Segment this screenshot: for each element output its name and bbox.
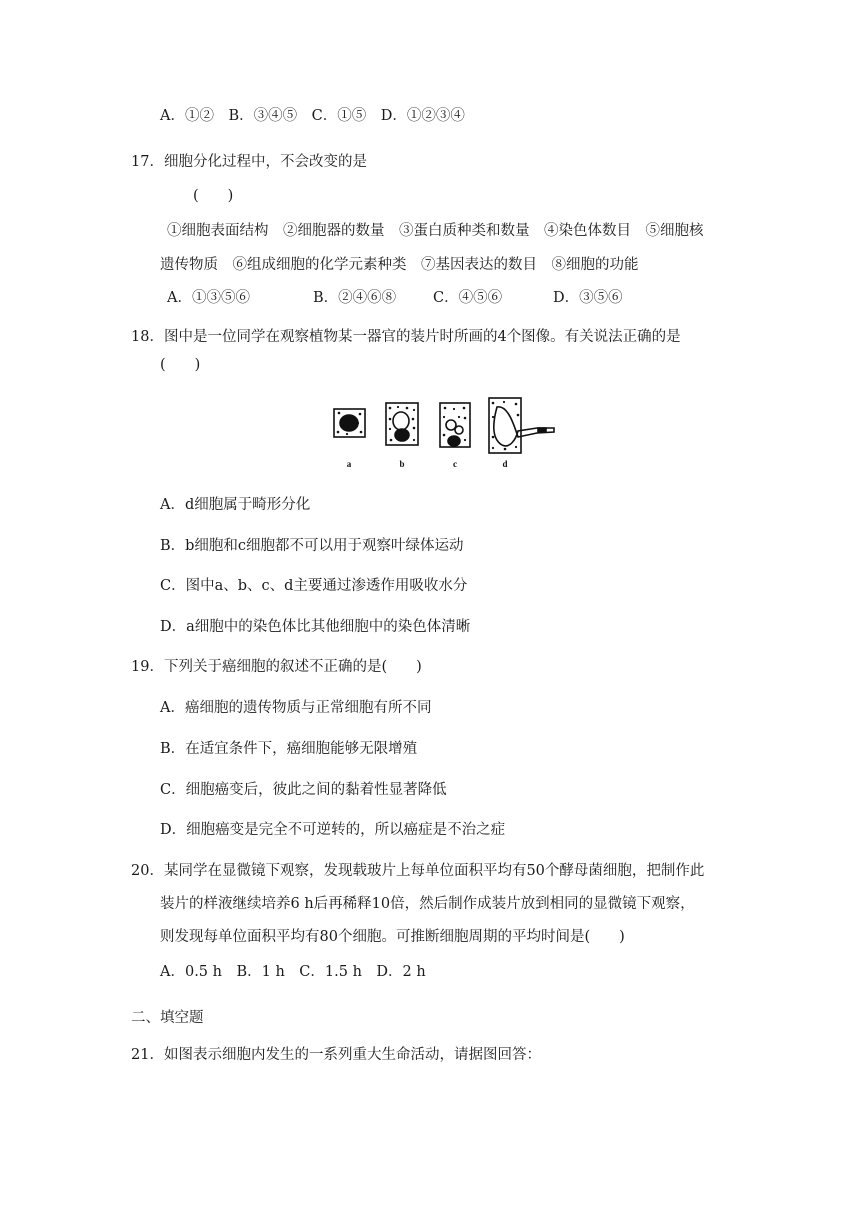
q21-stem: 21．如图表示细胞内发生的一系列重大生命活动，请据图回答：	[131, 1047, 541, 1063]
q20-stem-line2: 装片的样液继续培养6 h后再稀释10倍，然后制作成装片放到相同的显微镜下观察，	[160, 896, 695, 912]
cell-diagram-svg	[332, 395, 558, 473]
q19-option-a: A．癌细胞的遗传物质与正常细胞有所不同	[160, 700, 432, 716]
cell-d-nucleus	[538, 428, 546, 432]
q18-option-b: B．b细胞和c细胞都不可以用于观察叶绿体运动	[160, 538, 464, 554]
cell-a-nucleus	[340, 415, 358, 431]
q16-options: A．①② B．③④⑤ C．①⑤ D．①②③④	[160, 108, 465, 124]
cell-c-nucleus	[448, 436, 460, 446]
cell-c-vacuole-2	[455, 426, 463, 434]
q17-option-b: B．②④⑥⑧	[313, 290, 397, 306]
cell-b-nucleus	[395, 429, 409, 441]
q17-option-c: C．④⑤⑥	[433, 290, 503, 306]
q19-option-b: B．在适宜条件下，癌细胞能够无限增殖	[160, 741, 418, 757]
q18-option-a: A．d细胞属于畸形分化	[160, 497, 311, 513]
figure-label-b: b	[399, 459, 405, 469]
figure-label-d: d	[502, 459, 508, 469]
q17-stem: 17．细胞分化过程中，不会改变的是	[131, 154, 367, 170]
q20-options: A．0.5 h B．1 h C．1.5 h D．2 h	[160, 964, 426, 980]
q17-items-line1: ①细胞表面结构 ②细胞器的数量 ③蛋白质种类和数量 ④染色体数目 ⑤细胞核	[167, 223, 704, 239]
cell-b-vacuole	[393, 412, 409, 430]
figure-label-a: a	[346, 459, 352, 469]
q17-option-a: A．①③⑤⑥	[167, 290, 250, 306]
q18-stem: 18．图中是一位同学在观察植物某一器官的装片时所画的4个图像。有关说法正确的是	[131, 329, 681, 345]
q18-option-c: C．图中a、b、c、d主要通过渗透作用吸收水分	[160, 578, 468, 594]
cell-diagram-figure	[332, 395, 558, 473]
q17-option-d: D．③⑤⑥	[553, 290, 623, 306]
q20-stem-line1: 20．某同学在显微镜下观察，发现载玻片上每单位面积平均有50个酵母菌细胞，把制作此	[131, 863, 705, 879]
cell-d-root-hair	[494, 407, 554, 446]
q17-items-line2: 遗传物质 ⑥组成细胞的化学元素种类 ⑦基因表达的数目 ⑧细胞的功能	[160, 257, 639, 273]
section-heading: 二、填空题	[131, 1010, 204, 1026]
q17-paren: ( )	[193, 188, 234, 204]
q18-option-d: D．a细胞中的染色体比其他细胞中的染色体清晰	[160, 619, 471, 635]
figure-label-c: c	[453, 459, 457, 469]
q19-stem: 19．下列关于癌细胞的叙述不正确的是( )	[131, 659, 422, 675]
q19-option-d: D．细胞癌变是完全不可逆转的，所以癌症是不治之症	[160, 822, 506, 838]
q19-option-c: C．细胞癌变后，彼此之间的黏着性显著降低	[160, 782, 447, 798]
q20-stem-line3: 则发现每单位面积平均有80个细胞。可推断细胞周期的平均时间是( )	[160, 929, 625, 945]
q18-paren: ( )	[160, 357, 201, 373]
